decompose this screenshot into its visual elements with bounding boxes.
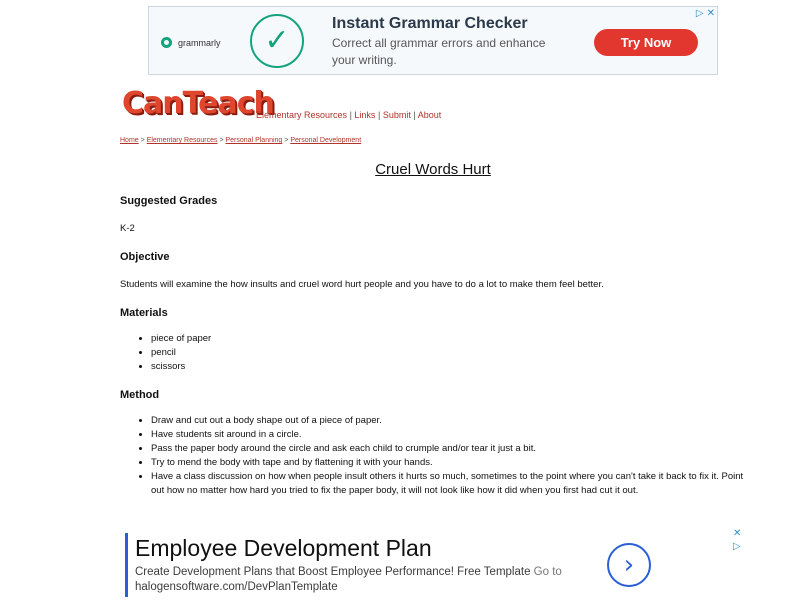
list-item: • piece of paper	[151, 332, 745, 346]
breadcrumb-personal-planning[interactable]: Personal Planning	[225, 137, 283, 144]
breadcrumb-separator: >	[140, 137, 145, 144]
list-item: • Draw and cut out a body shape out of a piece of paper.	[151, 414, 745, 428]
method-heading: Method	[120, 389, 160, 401]
list-item: • Have a class discussion on how when people insult others it hurts so much, sometimes to the point where you can't take it back to fix it. Point out how no matter how hard you tried to fix the paper body, it will not look like how it did when you first had cut it out.	[151, 470, 745, 498]
ad-accent-bar	[125, 533, 128, 597]
nav-submit[interactable]: Submit	[382, 110, 411, 120]
list-item: • Pass the paper body around the circle and ask each child to crumple and/or tear it just a bit.	[151, 442, 745, 456]
breadcrumb-separator: >	[284, 137, 289, 144]
list-item: • Try to mend the body with tape and by flattening it with your hands.	[151, 456, 745, 470]
grades-text: K-2	[120, 223, 135, 234]
ad-description	[135, 565, 605, 595]
chevron-right-icon: ›	[623, 550, 635, 580]
ad-choices[interactable]	[733, 528, 741, 552]
site-logo[interactable]: CanTeach	[122, 86, 274, 121]
breadcrumb	[120, 137, 361, 144]
grammarly-brand-text: grammarly	[178, 37, 221, 48]
close-ad-icon[interactable]: ✕	[733, 528, 742, 539]
close-ad-icon[interactable]: ✕	[706, 8, 715, 19]
nav-separator: |	[377, 110, 381, 120]
grammarly-logo-icon	[161, 37, 172, 48]
objective-heading: Objective	[120, 251, 170, 263]
nav-links[interactable]: Links	[354, 110, 376, 120]
grades-heading: Suggested Grades	[120, 195, 218, 207]
objective-text: Students will examine the how insults and cruel word hurt people and you have to do a lot to make them feel better.	[120, 279, 604, 290]
lesson-article	[120, 194, 745, 498]
ad-desc-text: Create Development Plans that Boost Employee Performance! Free Template	[135, 566, 531, 578]
method-list	[120, 414, 745, 498]
materials-list	[120, 332, 745, 374]
list-item: • scissors	[151, 360, 745, 374]
breadcrumb-personal-development[interactable]: Personal Development	[290, 137, 362, 144]
ad-arrow-button[interactable]	[607, 543, 651, 587]
page-title: Cruel Words Hurt	[375, 161, 491, 178]
nav-separator: |	[349, 110, 352, 120]
top-nav	[256, 110, 441, 120]
list-item: • pencil	[151, 346, 745, 360]
ad-body-text: Correct all grammar errors and enhance your writing.	[332, 36, 546, 67]
ad-headline[interactable]: Employee Development Plan	[135, 535, 432, 561]
adchoices-icon[interactable]: ▷	[695, 8, 704, 19]
grammarly-logo	[161, 37, 221, 48]
breadcrumb-elementary-resources[interactable]: Elementary Resources	[146, 137, 218, 144]
adchoices-icon[interactable]: ▷	[733, 541, 741, 552]
check-icon: ✓	[250, 14, 304, 68]
materials-heading: Materials	[120, 307, 168, 319]
ad-headline[interactable]: Instant Grammar Checker	[332, 15, 528, 32]
top-ad-banner[interactable]	[148, 6, 718, 75]
list-item: • Have students sit around in a circle.	[151, 428, 745, 442]
nav-about[interactable]: About	[417, 110, 442, 120]
ad-url[interactable]: halogensoftware.com/DevPlanTemplate	[135, 581, 338, 593]
ad-goto-text: Go to	[533, 566, 562, 578]
nav-elementary-resources[interactable]: Elementary Resources	[256, 110, 348, 120]
breadcrumb-separator: >	[219, 137, 224, 144]
try-now-button[interactable]: Try Now	[594, 29, 698, 56]
bottom-ad-banner[interactable]	[125, 528, 750, 599]
breadcrumb-home[interactable]: Home	[120, 137, 139, 144]
nav-separator: |	[413, 110, 416, 120]
ad-choices[interactable]	[696, 8, 715, 19]
